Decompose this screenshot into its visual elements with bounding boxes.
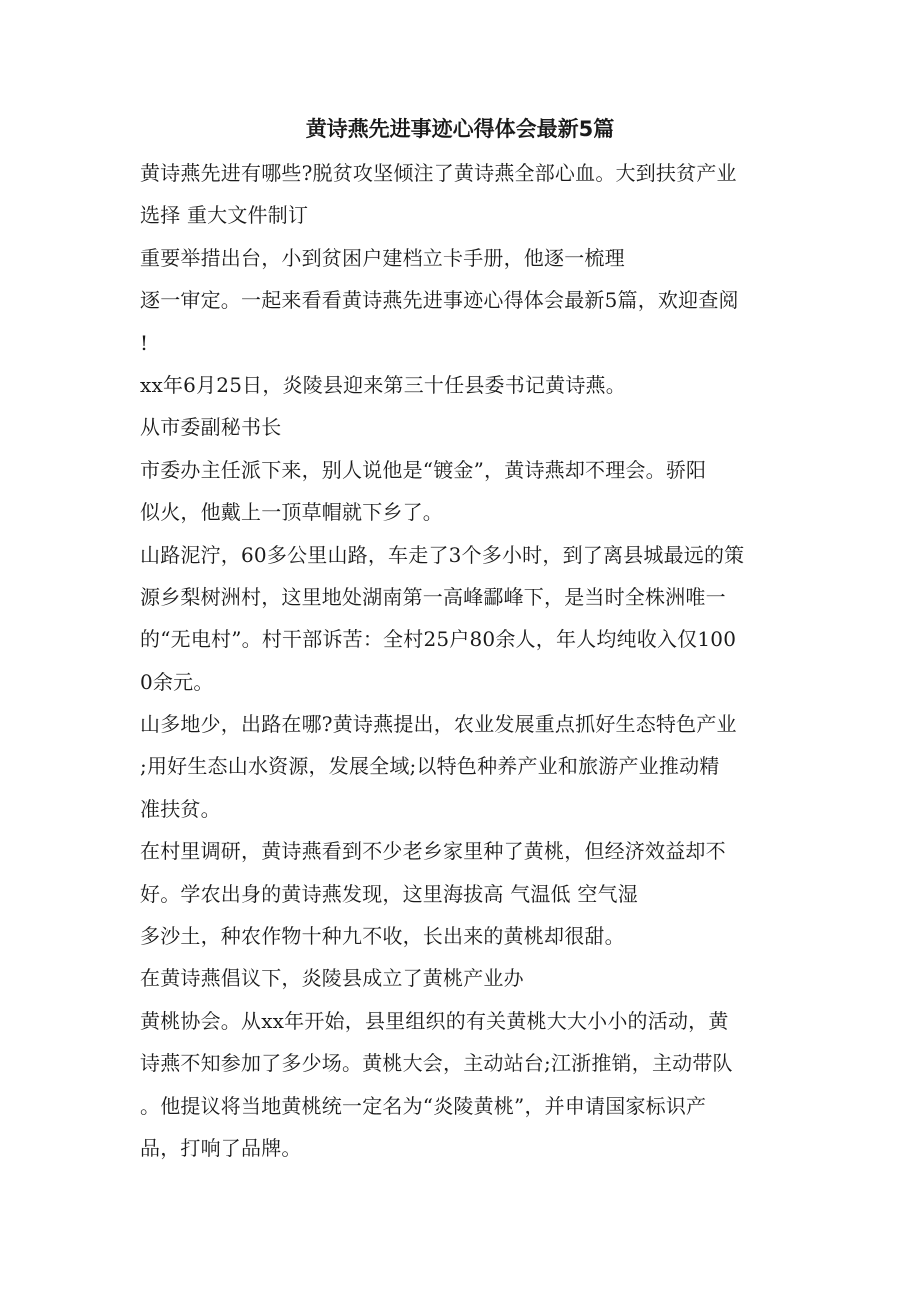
body-line: ! (140, 330, 149, 355)
body-line: 多沙土，种农作物十种九不收，长出来的黄桃却很甜。 (140, 924, 625, 949)
body-line: 在村里调研，黄诗燕看到不少老乡家里种了黄桃，但经济效益却不 (140, 839, 726, 864)
body-line: xx年6月25日，炎陵县迎来第三十任县委书记黄诗燕。 (140, 372, 626, 397)
body-line: 山路泥泞，60多公里山路，车走了3个多小时，到了离县城最远的策 (140, 542, 745, 567)
body-line: 从市委副秘书长 (140, 415, 282, 440)
body-line: 好。学农出身的黄诗燕发现，这里海拔高 气温低 空气湿 (140, 881, 638, 906)
body-line: ;用好生态山水资源，发展全域;以特色种养产业和旅游产业推动精 (140, 754, 720, 779)
body-line: 0余元。 (140, 669, 214, 694)
body-line: 市委办主任派下来，别人说他是“镀金”，黄诗燕却不理会。骄阳 (140, 457, 707, 482)
body-line: 黄诗燕先进有哪些?脱贫攻坚倾注了黄诗燕全部心血。大到扶贫产业 (140, 161, 737, 185)
body-line: 逐一审定。一起来看看黄诗燕先进事迹心得体会最新5篇，欢迎查阅 (140, 288, 739, 313)
body-line: 山多地少，出路在哪?黄诗燕提出，农业发展重点抓好生态特色产业 (140, 712, 737, 737)
body-line: 品，打响了品牌。 (140, 1135, 302, 1160)
document-title: 黄诗燕先进事迹心得体会最新5篇 (305, 117, 615, 141)
body-line: 。他提议将当地黄桃统一定名为“炎陵黄桃”，并申请国家标识产 (140, 1093, 707, 1118)
document-body (140, 152, 785, 1169)
body-line: 重要举措出台，小到贫困户建档立卡手册，他逐一梳理 (140, 245, 625, 270)
body-line: 源乡梨树洲村，这里地处湖南第一高峰酃峰下，是当时全株洲唯一 (140, 584, 726, 609)
body-line: 准扶贫。 (140, 796, 221, 821)
body-line: 似火，他戴上一顶草帽就下乡了。 (140, 500, 443, 525)
body-line: 诗燕不知参加了多少场。黄桃大会，主动站台;江浙推销，主动带队 (140, 1051, 733, 1076)
body-line: 在黄诗燕倡议下，炎陵县成立了黄桃产业办 (140, 966, 524, 991)
body-line: 黄桃协会。从xx年开始，县里组织的有关黄桃大大小小的活动，黄 (140, 1008, 729, 1033)
body-line: 的“无电村”。村干部诉苦：全村25户80余人，年人均纯收入仅100 (140, 627, 737, 652)
body-line: 选择 重大文件制订 (140, 203, 309, 228)
